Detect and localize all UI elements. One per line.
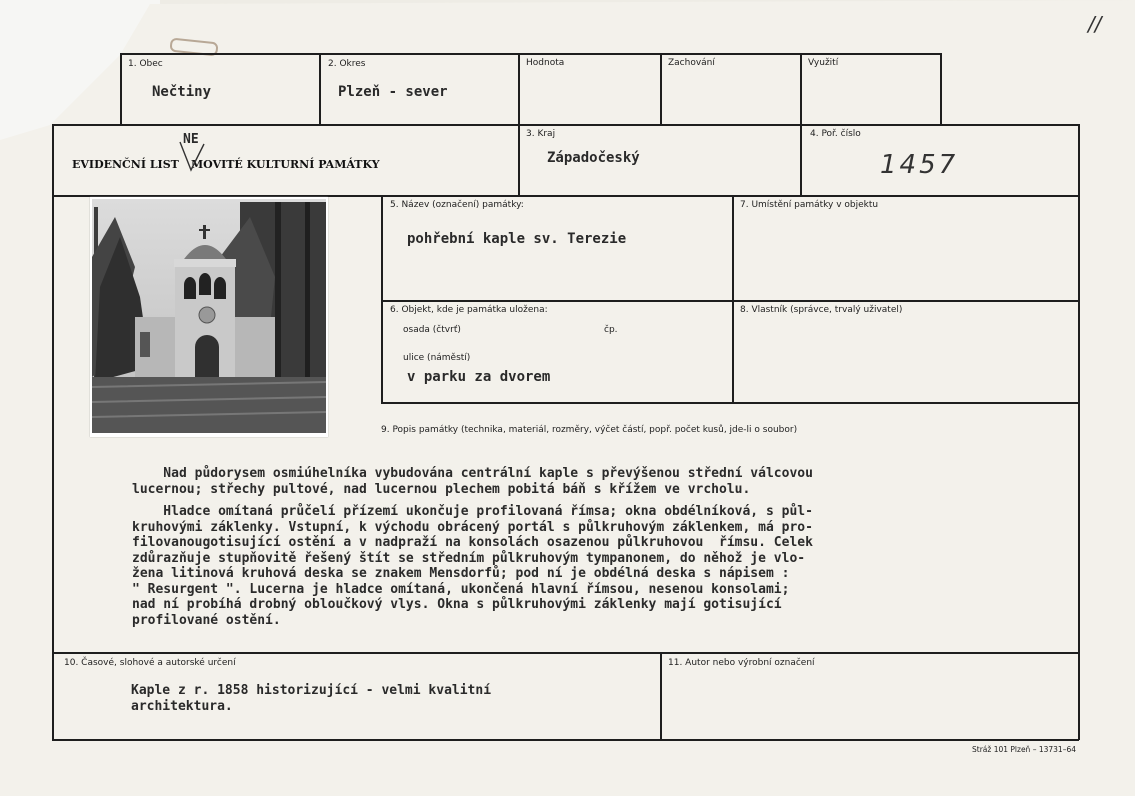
form-title-part2: MOVITÉ KULTURNÍ PAMÁTKY xyxy=(191,158,380,171)
urceni-line: Kaple z r. 1858 historizující - velmi kvalitní xyxy=(131,683,492,698)
rule xyxy=(800,124,802,196)
kraj-label: 3. Kraj xyxy=(526,129,556,139)
cp-label: čp. xyxy=(604,325,618,335)
popis-line: Hladce omítaná průčelí přízemí ukončuje profilovaná římsa; okna obdélníková, s půl- xyxy=(132,504,813,519)
rule xyxy=(120,53,941,55)
popis-line: nad ní probíhá drobný obloučkový vlys. Okna s půlkruhovými záklenky mají gotisující xyxy=(132,597,782,612)
rule xyxy=(518,53,520,125)
por-cislo-value: 1457 xyxy=(880,150,959,180)
rule xyxy=(120,53,122,125)
rule xyxy=(381,300,1079,302)
okres-value: Plzeň - sever xyxy=(338,84,448,100)
okres-label: 2. Okres xyxy=(328,59,366,69)
chapel-photo xyxy=(90,197,328,437)
objekt-value: v parku za dvorem xyxy=(407,369,551,385)
urceni-label: 10. Časové, slohové a autorské určení xyxy=(64,658,236,668)
rule xyxy=(518,124,520,196)
popis-line: kruhovými záklenky. Vstupní, k východu obrácený portál s půlkruhovým záklenkem, má pro- xyxy=(132,519,813,535)
hodnota-label: Hodnota xyxy=(526,58,565,68)
umisteni-label: 7. Umístění památky v objektu xyxy=(740,200,879,210)
urceni-value xyxy=(131,683,491,715)
popis-line: lucernou; střechy pultové, nad lucernou plechem pobitá báň s křížem ve vrcholu. xyxy=(132,481,751,497)
ne-insertion: NE xyxy=(183,132,199,147)
popis-label: 9. Popis památky (technika, materiál, rozměry, výčet částí, popř. počet kusů, jde-li o soubor) xyxy=(381,425,798,435)
popis-line: filovanougotisující ostění a v nadpraží na konsolách osazenou půlkruhovou římsu. Celek xyxy=(132,535,813,550)
corner-mark: // xyxy=(1088,12,1102,36)
urceni-line: architektura. xyxy=(131,699,233,714)
rule xyxy=(800,53,802,125)
chapel-image xyxy=(90,197,328,437)
kraj-value: Západočeský xyxy=(547,150,640,166)
vyuziti-label: Využití xyxy=(808,58,839,68)
rule xyxy=(52,652,1079,654)
insertion-mark-icon xyxy=(178,140,208,172)
rule xyxy=(52,124,54,740)
form-title-part1: EVIDENČNÍ LIST xyxy=(72,158,179,171)
obec-label: 1. Obec xyxy=(128,59,163,69)
zachovani-label: Zachování xyxy=(668,58,715,68)
popis-line: " Resurgent ". Lucerna je hladce omítaná, ukončená hlavní římsou, nesenou konsolami; xyxy=(132,581,790,597)
rule xyxy=(660,652,662,740)
nazev-label: 5. Název (označení) památky: xyxy=(390,200,524,210)
popis-line: zdůrazňuje stupňovitě řešený štít se středním půlkruhovým tympanonem, do něhož je vlo- xyxy=(132,550,806,566)
rule xyxy=(319,53,321,125)
rule xyxy=(1078,124,1080,740)
por-cislo-label: 4. Poř. číslo xyxy=(810,129,861,139)
rule xyxy=(940,53,942,125)
popis-line: profilované ostění. xyxy=(132,612,281,628)
rule xyxy=(52,739,1079,741)
autor-label: 11. Autor nebo výrobní označení xyxy=(668,658,815,668)
popis-text xyxy=(132,466,992,628)
rule xyxy=(660,53,662,125)
print-footer: Stráž 101 Plzeň – 13731–64 xyxy=(972,745,1076,754)
objekt-label: 6. Objekt, kde je památka uložena: xyxy=(390,305,548,315)
osada-label: osada (čtvrť) xyxy=(403,325,461,335)
rule xyxy=(381,195,383,403)
vlastnik-label: 8. Vlastník (správce, trvalý uživatel) xyxy=(740,305,903,315)
rule xyxy=(732,195,734,403)
popis-line: Nad půdorysem osmiúhelníka vybudována centrální kaple s převýšenou střední válcovou xyxy=(132,466,813,481)
popis-line: žena litinová kruhová deska se znakem Mensdorfů; pod ní je obdélná deska s nápisem : xyxy=(132,566,790,581)
rule xyxy=(381,402,1079,404)
ulice-label: ulice (náměstí) xyxy=(403,353,471,363)
obec-value: Nečtiny xyxy=(152,84,212,100)
rule xyxy=(52,124,1079,126)
nazev-value: pohřební kaple sv. Terezie xyxy=(407,231,627,247)
